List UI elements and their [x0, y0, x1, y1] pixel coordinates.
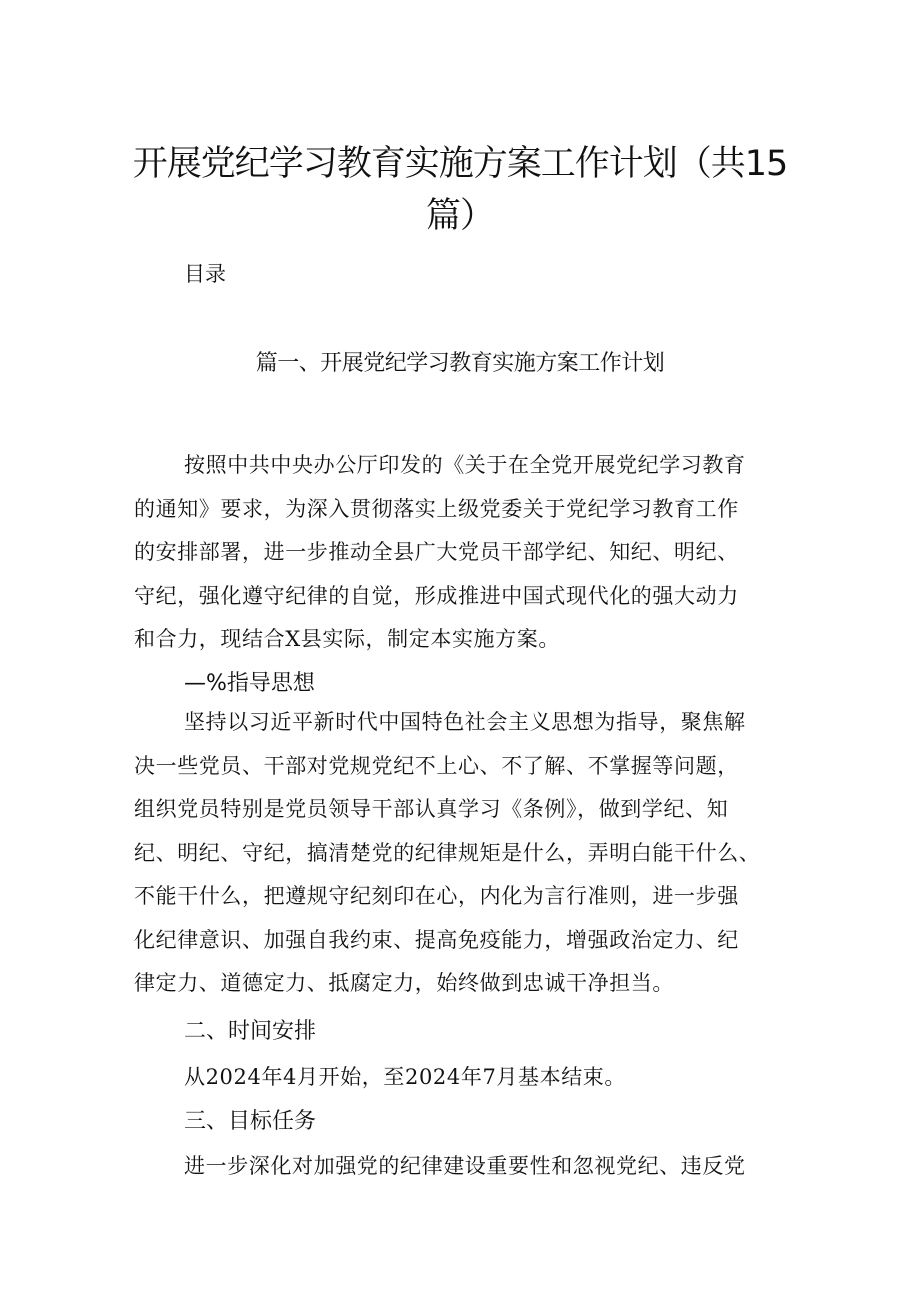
paragraph-line: 和合力，现结合X县实际，制定本实施方案。 — [134, 627, 560, 651]
time-schedule-text: 从2024年4月开始，至2024年7月基本结束。 — [184, 1065, 627, 1089]
paragraph-line: 组织党员特别是党员领导干部认真学习《条例》，做到学纪、知 — [134, 797, 729, 821]
goals-tasks-text: 进一步深化对加强党的纪律建设重要性和忽视党纪、违反党 — [184, 1154, 746, 1178]
paragraph-line: 律定力、道德定力、抵腐定力，始终做到忠诚干净担当。 — [134, 971, 674, 995]
paragraph-line: 纪、明纪、守纪，搞清楚党的纪律规矩是什么，弄明白能干什么、 — [134, 840, 761, 865]
paragraph-line: 不能干什么，把遵规守纪刻印在心，内化为言行准则，进一步强 — [134, 884, 739, 908]
toc-label: 目录 — [184, 262, 226, 286]
paragraph-line: 的安排部署，进一步推动全县广大党员干部学纪、知纪、明纪、 — [134, 540, 739, 564]
document-title-line-2: 篇） — [425, 196, 494, 236]
paragraph-line: 的通知》要求，为深入贯彻落实上级党委关于党纪学习教育工作 — [134, 496, 739, 521]
guiding-ideology-paragraph — [134, 701, 794, 1006]
heading-guiding-ideology: —%指导思想 — [184, 671, 315, 696]
paragraph-line: 守纪，强化遵守纪律的自觉，形成推进中国式现代化的强大动力 — [134, 583, 739, 608]
document-title — [120, 138, 800, 242]
paragraph-line: 化纪律意识、加强自我约束、提高免疫能力，增强政治定力、纪 — [134, 927, 739, 952]
section-title: 篇一、开展党纪学习教育实施方案工作计划 — [255, 351, 665, 376]
heading-time-schedule: 二、时间安排 — [184, 1019, 317, 1044]
heading-goals-tasks: 三、目标任务 — [184, 1109, 317, 1134]
paragraph-line: 坚持以习近平新时代中国特色社会主义思想为指导，聚焦解 — [184, 710, 746, 734]
paragraph-line: 按照中共中央办公厅印发的《关于在全党开展党纪学习教育 — [184, 453, 746, 477]
paragraph-line: 决一些党员、干部对党规党纪不上心、不了解、不掌握等问题， — [134, 753, 739, 778]
intro-paragraph — [134, 444, 794, 662]
document-title-line-1: 开展党纪学习教育实施方案工作计划（共15 — [132, 144, 788, 184]
